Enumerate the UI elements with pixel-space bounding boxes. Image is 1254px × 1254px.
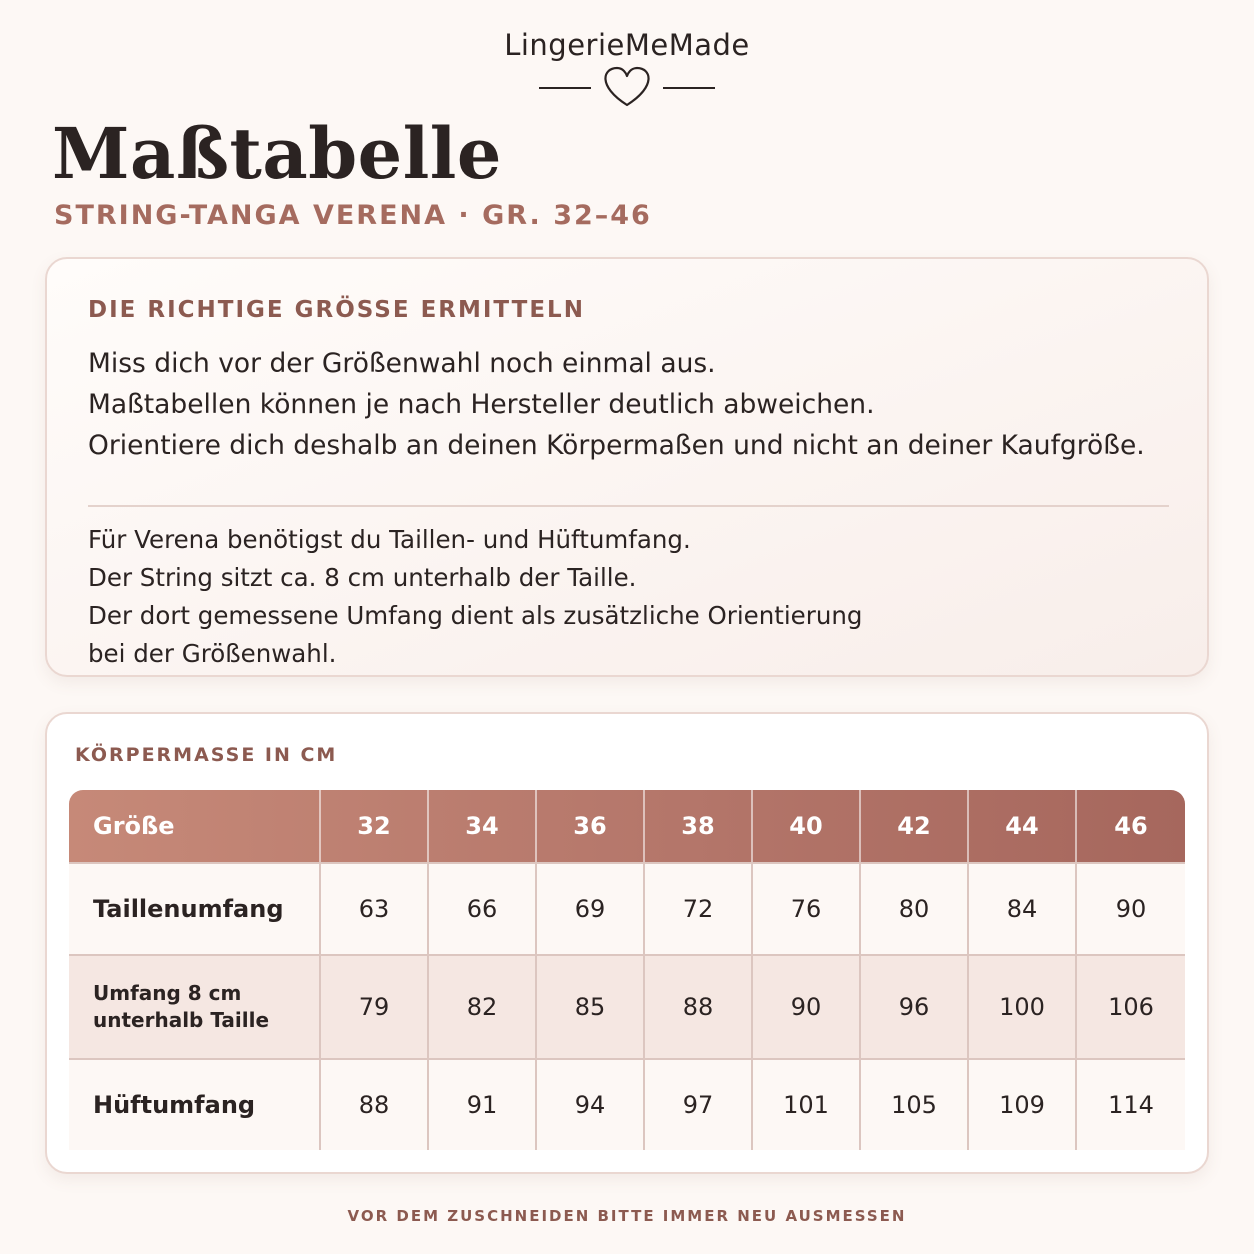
info-secondary-line: bei der Größenwahl. bbox=[88, 639, 337, 668]
header-cell: 44 bbox=[969, 790, 1077, 862]
table-cell: 79 bbox=[321, 956, 429, 1058]
info-main-text bbox=[88, 343, 1145, 466]
header-cell: 32 bbox=[321, 790, 429, 862]
info-secondary-text bbox=[88, 521, 862, 673]
table-cell: 69 bbox=[537, 864, 645, 954]
header-cell: 34 bbox=[429, 790, 537, 862]
table-header-row bbox=[69, 790, 1185, 862]
page-title: Maßtabelle bbox=[52, 112, 502, 195]
table-heading: KÖRPERMASSE IN CM bbox=[75, 744, 338, 766]
row-label bbox=[69, 956, 321, 1058]
header-cell: 40 bbox=[753, 790, 861, 862]
table-cell: 72 bbox=[645, 864, 753, 954]
footer-note: VOR DEM ZUSCHNEIDEN BITTE IMMER NEU AUSMESSEN bbox=[347, 1207, 907, 1225]
table-cell: 76 bbox=[753, 864, 861, 954]
info-line: Miss dich vor der Größenwahl noch einmal aus. bbox=[88, 348, 716, 379]
table-cell: 91 bbox=[429, 1060, 537, 1150]
table-cell: 101 bbox=[753, 1060, 861, 1150]
info-secondary-line: Der String sitzt ca. 8 cm unterhalb der Taille. bbox=[88, 563, 637, 592]
header-cell: 46 bbox=[1114, 812, 1148, 840]
table-cell: 66 bbox=[429, 864, 537, 954]
brand-name: LingerieMeMade bbox=[504, 28, 750, 62]
table-cell: 82 bbox=[429, 956, 537, 1058]
row-label-line: unterhalb Taille bbox=[93, 1008, 270, 1032]
info-line: Orientiere dich deshalb an deinen Körpermaßen und nicht an deiner Kaufgröße. bbox=[88, 430, 1145, 461]
table-row bbox=[69, 862, 1185, 954]
row-label-line: Umfang 8 cm bbox=[93, 981, 242, 1005]
header-cell: 42 bbox=[861, 790, 969, 862]
info-secondary-line: Der dort gemessene Umfang dient als zusätzliche Orientierung bbox=[88, 601, 863, 630]
table-cell: 88 bbox=[321, 1060, 429, 1150]
table-cell: 90 bbox=[753, 956, 861, 1058]
table-cell: 114 bbox=[1108, 1091, 1154, 1119]
info-secondary-line: Für Verena benötigst du Taillen- und Hüftumfang. bbox=[88, 525, 691, 554]
table-row bbox=[69, 954, 1185, 1058]
row-label: Hüftumfang bbox=[69, 1060, 321, 1150]
info-line: Maßtabellen können je nach Hersteller deutlich abweichen. bbox=[88, 389, 875, 420]
info-card bbox=[45, 257, 1209, 677]
table-cell: 96 bbox=[861, 956, 969, 1058]
table-cell: 85 bbox=[537, 956, 645, 1058]
info-heading: DIE RICHTIGE GRÖSSE ERMITTELN bbox=[88, 297, 585, 323]
table-cell: 109 bbox=[969, 1060, 1077, 1150]
table-cell: 90 bbox=[1115, 895, 1147, 923]
table-cell: 80 bbox=[861, 864, 969, 954]
table-cell: 106 bbox=[1108, 993, 1154, 1021]
table-cell: 97 bbox=[645, 1060, 753, 1150]
table-cell: 63 bbox=[321, 864, 429, 954]
table-row bbox=[69, 1058, 1185, 1150]
table-cell: 88 bbox=[645, 956, 753, 1058]
row-label: Taillenumfang bbox=[69, 864, 321, 954]
table-cell: 100 bbox=[969, 956, 1077, 1058]
size-table-card bbox=[45, 712, 1209, 1174]
table-cell: 94 bbox=[537, 1060, 645, 1150]
header-cell: 36 bbox=[537, 790, 645, 862]
table-cell: 84 bbox=[969, 864, 1077, 954]
table-cell: 105 bbox=[861, 1060, 969, 1150]
size-table bbox=[69, 790, 1185, 1150]
header-cell-size: Größe bbox=[69, 790, 321, 862]
info-divider bbox=[88, 505, 1169, 507]
page-subtitle: STRING-TANGA VERENA · GR. 32–46 bbox=[54, 200, 652, 231]
heart-icon bbox=[537, 64, 717, 110]
header-cell: 38 bbox=[645, 790, 753, 862]
